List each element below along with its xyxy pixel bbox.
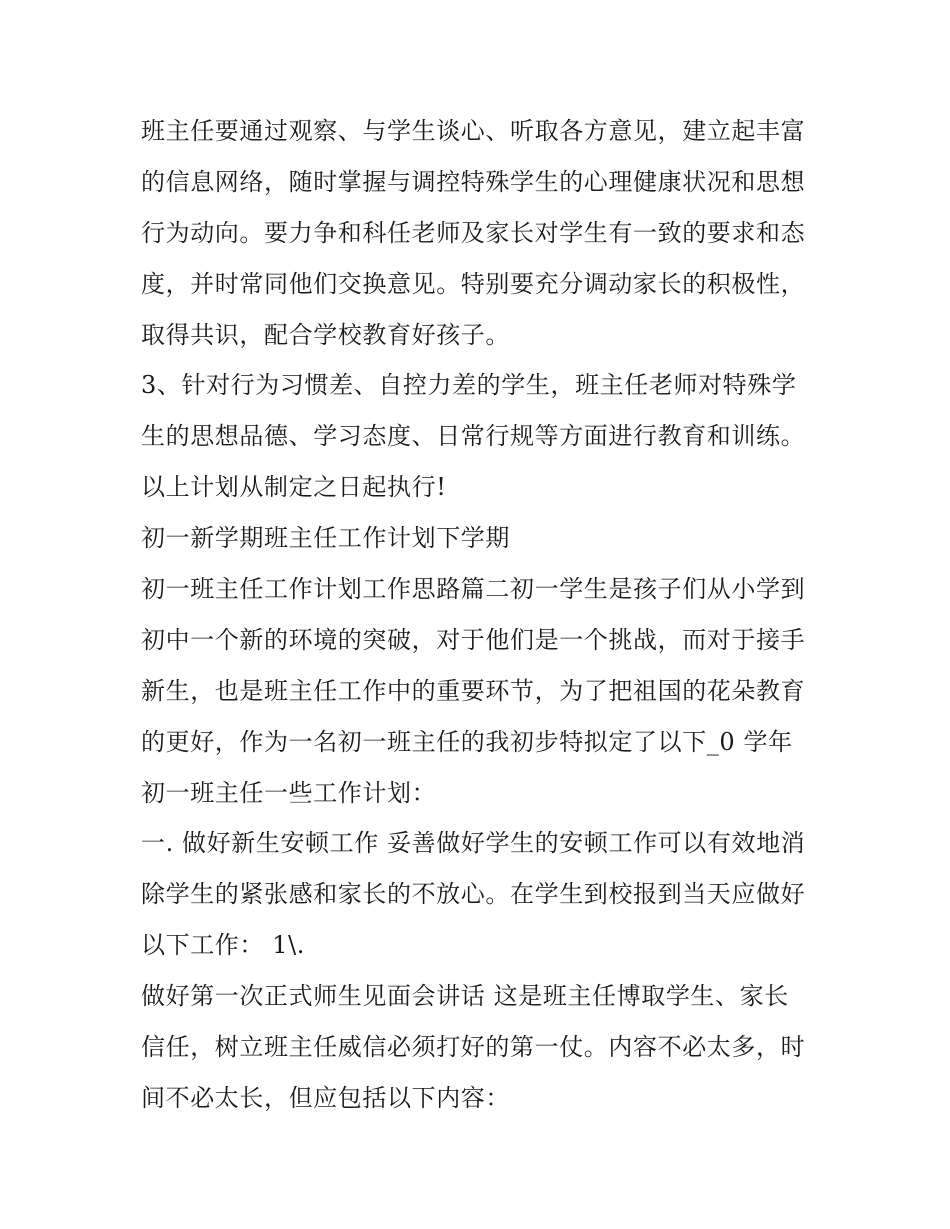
text-line: 初一班主任工作计划工作思路篇二初一学生是孩子们从小学到 bbox=[141, 575, 806, 604]
text-line: 初一班主任一些工作计划： bbox=[141, 778, 437, 807]
text-line: 一. 做好新生安顿工作 妥善做好学生的安顿工作可以有效地消 bbox=[141, 829, 806, 858]
text-line: 班主任要通过观察、与学生谈心、听取各方意见，建立起丰富 bbox=[141, 117, 806, 145]
text-line: 行为动向。要力争和科任老师及家长对学生有一致的要求和态 bbox=[141, 218, 806, 247]
text-line: 以上计划从制定之日起执行! bbox=[141, 473, 447, 502]
text-line: 度，并时常同他们交换意见。特别要充分调动家长的积极性， bbox=[141, 269, 806, 298]
text-line: 新生，也是班主任工作中的重要环节，为了把祖国的花朵教育 bbox=[141, 676, 806, 705]
text-line: 的信息网络，随时掌握与调控特殊学生的心理健康状况和思想 bbox=[141, 167, 806, 196]
text-line: 初中一个新的环境的突破，对于他们是一个挑战，而对于接手 bbox=[141, 625, 806, 654]
text-line: 以下工作： 1\. bbox=[141, 931, 306, 960]
text-line: 除学生的紧张感和家长的不放心。在学生到校报到当天应做好 bbox=[141, 880, 806, 909]
text-line: 间不必太长，但应包括以下内容： bbox=[141, 1083, 510, 1112]
text-line: 的更好，作为一名初一班主任的我初步特拟定了以下_0 学年 bbox=[141, 727, 793, 756]
text-line: 信任，树立班主任威信必须打好的第一仗。内容不必太多，时 bbox=[141, 1033, 806, 1062]
text-line: 取得共识，配合学校教育好孩子。 bbox=[141, 320, 510, 349]
text-line: 生的思想品德、学习态度、日常行规等方面进行教育和训练。 bbox=[141, 422, 806, 451]
section-heading: 初一新学期班主任工作计划下学期 bbox=[141, 524, 510, 553]
document-body bbox=[141, 106, 821, 1124]
text-line: 做好第一次正式师生见面会讲话 这是班主任博取学生、家长 bbox=[141, 982, 789, 1011]
text-line: 3、针对行为习惯差、自控力差的学生，班主任老师对特殊学 bbox=[141, 371, 797, 400]
